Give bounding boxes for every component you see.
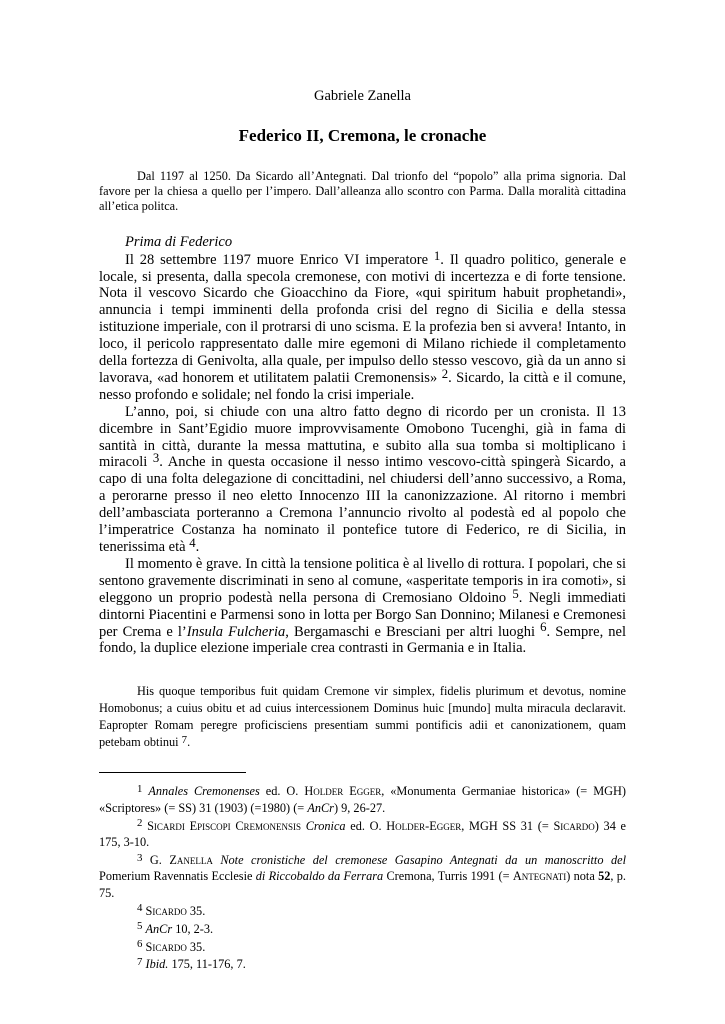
footnote-ref: 1	[137, 782, 143, 795]
smallcaps-text: Holder-Egger	[386, 818, 462, 833]
footnote-6: $^6$ Sicardo 35.	[137, 938, 206, 954]
footnote-5: $^5$ AnCr 10, 2-3.	[137, 920, 214, 936]
footnote-7: $^7$ Ibid. 175, 11-176, 7.	[137, 955, 246, 972]
footnote-ref: 3	[137, 851, 143, 864]
footnote-1: $^1$ Annales Cremonenses ed. O. Holder Egger, «Monumenta Germaniae historica» (= MGH) «Scriptores» (= SS) 31 (1903) (=1980) (= AnCr) 9, 26-27.	[99, 782, 627, 815]
footnotes-section	[99, 783, 626, 972]
body-paragraph-2: L’anno, poi, si chiude con una altro fatto degno di ricordo per un cronista. Il 13 dicembre in Sant’Egidio muore improvvisamente Omobono Tucenghi, già in fama di santità in città, durante la messa mattutina, e subito alla sua tomba si moltiplicano i miracoli $^3$. Anche in questa occasione il nesso intimo vescovo-città spingerà Sicardo, a capo di una folta delegazione di concittadini, nel chiudersi dell’anno successivo, a Roma, a perorarne presso il neo eletto Innocenzo III la canonizzazione. Al ritorno i membri dell’ambasciata porteranno a Cremona l’annuncio rivolto al podestà ed al popolo che l’imperatrice Costanza ha nominato il pontefice tutore di Federico, re di Sicilia, in tenerissima età $^4$.	[99, 403, 626, 556]
footnote-3: $^3$ G. Zanella Note cronistiche del cremonese Gasapino Antegnati da un manoscritto del Pomerium Ravennatis Ecclesie di Riccobaldo da Ferrara Cremona, Turris 1991 (= Antegnati) nota 52, p. 75.	[99, 851, 626, 900]
italic-text: Ibid.	[145, 957, 169, 972]
italic-text: AnCr	[145, 921, 173, 936]
footnote-ref: 4	[189, 535, 196, 550]
smallcaps-text: Holder Egger	[304, 784, 382, 799]
smallcaps-text: Sicardi Episcopi Cremonensis	[147, 818, 302, 833]
footnote-2: $^2$ Sicardi Episcopi Cremonensis Cronica ed. O. Holder-Egger, MGH SS 31 (= Sicardo) 34 e 175, 3-10.	[99, 817, 626, 850]
footnote-ref: 6	[540, 620, 547, 635]
author-name: Gabriele Zanella	[313, 88, 411, 104]
bold-text: 52	[598, 869, 611, 884]
footnote-ref: 2	[137, 817, 143, 830]
footnote-ref: 5	[512, 586, 519, 601]
italic-text: Annales Cremonenses	[148, 784, 260, 799]
body-paragraph-1: Il 28 settembre 1197 muore Enrico VI imperatore $^1$. Il quadro politico, generale e locale, si presenta, dalla specola cremonese, con motivi di incertezza e di forte tensione. Nota il vescovo Sicardo che Gioacchino da Fiore, «qui spiritum habuit prophetandi», annuncia i tempi imminenti della profonda crisi del regno di Sicilia e della stessa istituzione imperiale, con il protrarsi di uno scisma. E la profezia ben si avvera! Intanto, in loco, il pericolo rappresentato dalle mire egemoni di Milano richiede il completamento della fortezza di Genivolta, alla quale, per impulso dello stesso vescovo, già da un anno si lavorava, «ad honorem et utilitatem palatii Cremonensis» $^2$. Sicardo, la città e il comune, nesso profondo e solidale; nel fondo la crisi imperiale.	[99, 248, 626, 403]
footnote-separator	[99, 772, 246, 773]
italic-text: Cronica	[305, 818, 346, 833]
footnote-ref: 5	[137, 920, 143, 933]
smallcaps-text: Antegnati	[512, 869, 567, 884]
footnote-ref: 7	[181, 733, 188, 746]
footnote-ref: 7	[137, 955, 143, 968]
smallcaps-text: Sicardo	[145, 903, 187, 918]
italic-text: AnCr	[307, 800, 334, 815]
footnote-ref: 4	[137, 902, 143, 915]
smallcaps-text: Sicardo	[553, 818, 595, 833]
abstract: Dal 1197 al 1250. Da Sicardo all’Antegnati. Dal trionfo del “popolo” alla prima signoria. Dal favore per la chiesa a quello per l’impero. Dall’alleanza allo scontro con Parma. Dalla moralità cittadina all’etica politca.	[99, 169, 626, 214]
body-paragraph-3: Il momento è grave. In città la tensione politica è al livello di rottura. I popolari, che si sentono gravemente discriminati in seno al comune, «asperitate temporis in ira comoti», si eleggono un proprio podestà nella persona di Cremosiano Oldoino $^5$. Negli immediati dintorni Piacentini e Parmensi sono in lotta per Borgo San Donnino; Milanesi e Cremonesi per Crema e l’Insula Fulcheria, Bergamaschi e Bresciani per altri luoghi $^6$. Sempre, nel fondo, la duplice elezione imperiale crea contrasti in Germania e in Italia.	[99, 555, 627, 657]
section-heading: Prima di Federico	[125, 233, 233, 250]
smallcaps-text: Sicardo	[145, 939, 187, 954]
page-title: Federico II, Cremona, le cronache	[238, 126, 487, 145]
smallcaps-text: Zanella	[169, 852, 213, 867]
footnote-ref: 6	[137, 938, 143, 951]
footnote-ref: 2	[441, 366, 449, 381]
footnote-ref: 3	[152, 451, 160, 466]
footnote-4: $^4$ Sicardo 35.	[137, 902, 206, 918]
italic-text: Insula Fulcheria	[186, 623, 286, 640]
italic-text: Note cronistiche del cremonese Gasapino Antegnati da un manoscritto del	[220, 852, 626, 867]
block-quote: His quoque temporibus fuit quidam Cremone vir simplex, fidelis plurimum et devotus, nomine Homobonus; a cuius obitu et ad cuius intercessionem Dominus huic [mundo] multa miracula declaravit. Eapropter Romam peregre proficisciens presentiam summi pontificis adii et canonizationem, quam petebam obtinui $^7$.	[99, 684, 626, 750]
italic-text: di Riccobaldo da Ferrara	[255, 869, 384, 884]
footnote-ref: 1	[433, 248, 441, 263]
